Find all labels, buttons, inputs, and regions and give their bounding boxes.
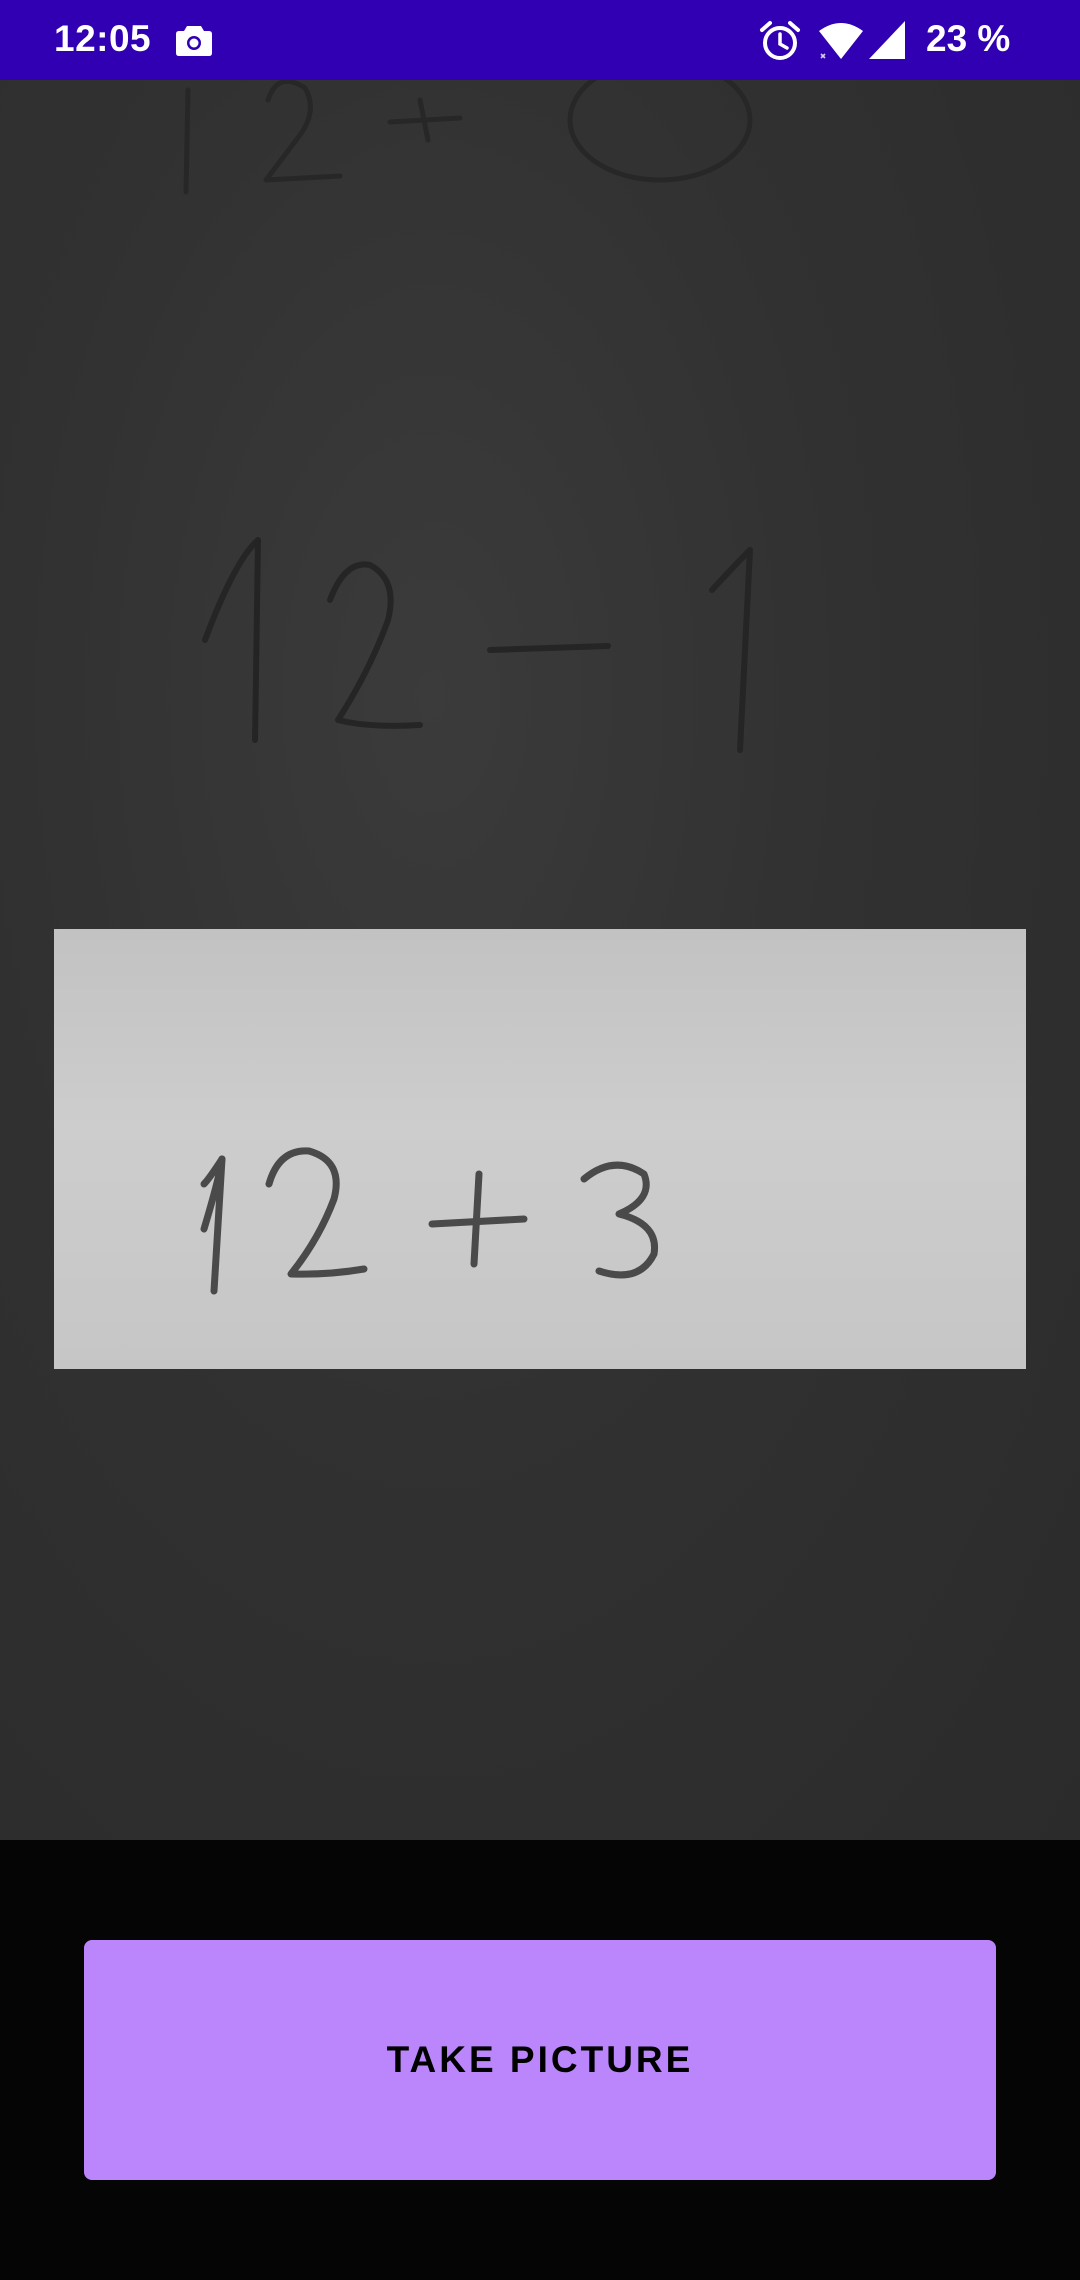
camera-icon	[175, 23, 213, 57]
status-time: 12:05	[54, 18, 152, 59]
cropped-expression	[54, 929, 1026, 1369]
bottom-bar	[0, 1840, 1080, 2280]
take-picture-button[interactable]: TAKE PICTURE	[84, 1940, 996, 2180]
wifi-icon	[818, 22, 864, 60]
signal-icon	[868, 20, 906, 60]
camera-preview	[0, 80, 1080, 1840]
status-bar	[0, 0, 1080, 80]
expression-12-minus-1	[205, 540, 750, 750]
alarm-icon	[758, 19, 802, 63]
expression-12-plus-0	[186, 80, 750, 192]
crop-region	[54, 929, 1026, 1369]
battery-percentage: 23 %	[926, 18, 1011, 59]
